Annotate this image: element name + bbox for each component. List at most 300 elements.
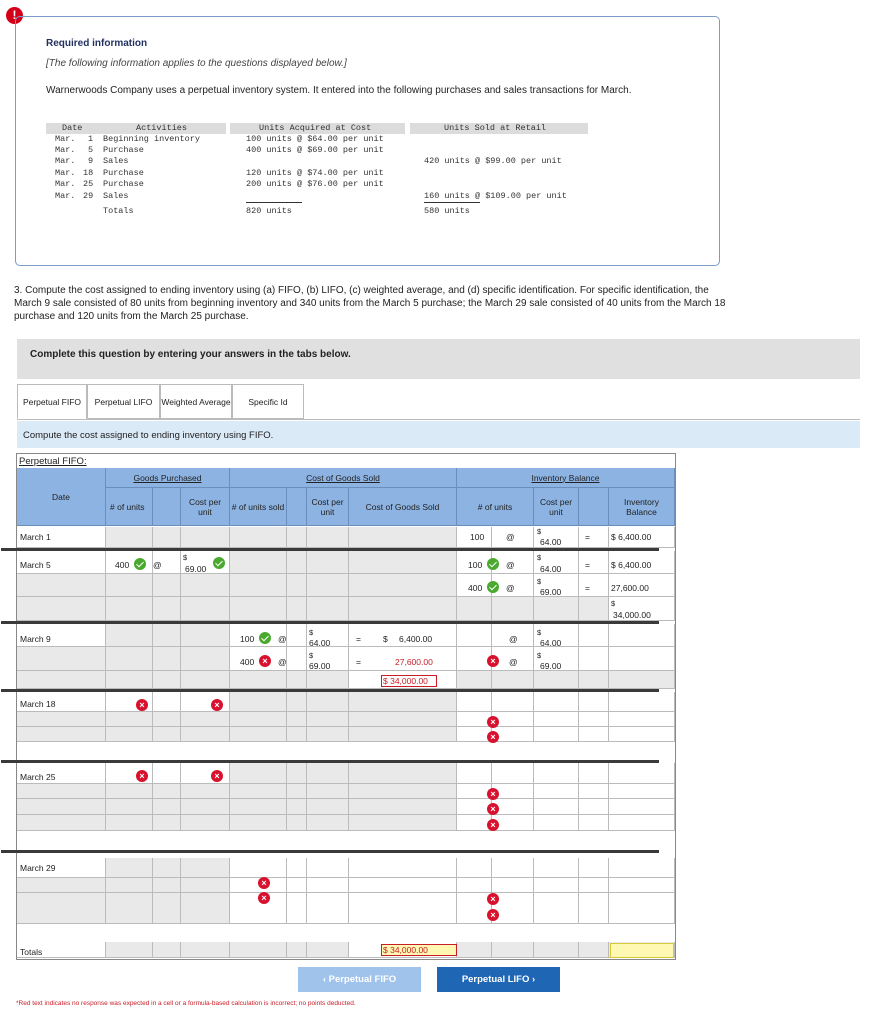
table-cell[interactable] [457, 763, 492, 784]
table-cell [230, 712, 287, 727]
table-cell [181, 815, 230, 831]
incorrect-icon: × [487, 819, 499, 831]
dollar-sign: $ [537, 553, 542, 562]
table-cell [287, 671, 307, 689]
table-cell [287, 692, 307, 712]
table-cell [181, 624, 230, 647]
equals-sign: = [585, 560, 590, 570]
date-totals: Totals [20, 947, 43, 957]
table-cell [230, 799, 287, 815]
equals-sign: = [356, 634, 361, 644]
complete-banner-text: Complete this question by entering your answers in the tabs below. [30, 349, 351, 360]
tx-activity: Purchase [103, 179, 144, 189]
dollar-sign: $ [309, 628, 314, 637]
table-cell [153, 527, 181, 548]
table-row [17, 858, 675, 878]
table-row [17, 815, 675, 831]
table-cell [307, 692, 349, 712]
table-row [17, 942, 675, 958]
table-cell [181, 784, 230, 799]
table-cell[interactable] [579, 784, 609, 799]
equals-sign: = [356, 657, 361, 667]
sold-cost[interactable]: 69.00 [309, 661, 331, 671]
inv-balance[interactable]: 27,600.00 [611, 583, 649, 593]
date-march-5: March 5 [20, 560, 51, 570]
incorrect-icon: × [487, 803, 499, 815]
table-cell [579, 597, 609, 621]
incorrect-icon: × [211, 770, 223, 782]
tx-activity: Purchase [103, 145, 144, 155]
table-cell[interactable] [609, 624, 675, 647]
table-cell[interactable] [534, 893, 579, 924]
table-cell [153, 878, 181, 893]
table-cell[interactable] [492, 692, 534, 712]
table-cell [181, 712, 230, 727]
table-cell[interactable] [609, 647, 675, 671]
table-cell [349, 799, 457, 815]
table-cell [181, 597, 230, 621]
date-cell [17, 799, 106, 815]
at-sign: @ [153, 560, 162, 570]
table-cell [307, 527, 349, 548]
table-cell [492, 597, 534, 621]
table-cell [287, 527, 307, 548]
table-cell [230, 692, 287, 712]
table-cell[interactable] [609, 815, 675, 831]
table-cell [492, 671, 534, 689]
table-cell [349, 712, 457, 727]
table-cell[interactable] [609, 878, 675, 893]
table-cell [307, 727, 349, 742]
table-cell[interactable] [579, 692, 609, 712]
incorrect-icon: × [136, 699, 148, 711]
prev-tab-button[interactable]: ‹ Perpetual FIFO [298, 967, 421, 992]
table-cell [230, 784, 287, 799]
tx-day: 25 [83, 179, 94, 189]
table-cell[interactable] [579, 527, 609, 548]
table-cell[interactable] [307, 878, 349, 893]
dollar-sign: $ [537, 527, 542, 536]
table-cell[interactable] [579, 574, 609, 597]
table-cell[interactable] [609, 763, 675, 784]
date-cell [17, 893, 106, 924]
table-cell[interactable] [492, 763, 534, 784]
table-row [17, 784, 675, 799]
row-separator [1, 850, 659, 853]
table-cell[interactable] [579, 712, 609, 727]
table-cell [153, 712, 181, 727]
table-cell[interactable] [609, 858, 675, 878]
col-units-sold: # of units sold [230, 488, 287, 526]
table-cell [106, 727, 153, 742]
table-cell [153, 799, 181, 815]
incorrect-icon: × [487, 655, 499, 667]
table-cell[interactable] [534, 763, 579, 784]
date-cell [17, 878, 106, 893]
tab-divider [17, 419, 860, 420]
dollar-sign: $ [537, 577, 542, 586]
at-sign: @ [506, 532, 515, 542]
tx-totals-acquired: 820 units [246, 206, 292, 216]
incorrect-icon: × [211, 699, 223, 711]
table-row [17, 893, 675, 924]
correct-icon [213, 557, 225, 569]
table-cell [181, 893, 230, 924]
dollar-sign: $ [183, 553, 188, 562]
dollar-sign: $ [537, 628, 542, 637]
table-cell [230, 942, 287, 958]
col-at-2 [287, 488, 307, 526]
table-cell [106, 712, 153, 727]
table-cell[interactable] [579, 799, 609, 815]
table-cell[interactable] [579, 647, 609, 671]
date-march-1: March 1 [20, 532, 51, 542]
table-cell[interactable] [153, 763, 181, 784]
date-cell [17, 784, 106, 799]
table-row [17, 712, 675, 727]
table-cell[interactable] [534, 858, 579, 878]
sold-units[interactable]: 400 [240, 657, 255, 667]
totals-underline [424, 202, 480, 203]
table-cell [153, 815, 181, 831]
date-march-29: March 29 [20, 863, 56, 873]
table-cell [181, 858, 230, 878]
table-cell[interactable] [534, 878, 579, 893]
table-cell [307, 712, 349, 727]
table-cell [230, 763, 287, 784]
table-cell [181, 942, 230, 958]
table-cell [106, 671, 153, 689]
at-sign: @ [278, 657, 287, 667]
instruction-bar [17, 421, 860, 448]
table-cell[interactable] [609, 727, 675, 742]
correct-icon [487, 581, 499, 593]
at-sign: @ [506, 560, 515, 570]
at-sign: @ [278, 634, 287, 644]
table-cell [106, 815, 153, 831]
table-cell[interactable] [579, 727, 609, 742]
inv-cost[interactable]: 69.00 [540, 587, 562, 597]
table-cell[interactable] [609, 692, 675, 712]
table-cell [181, 647, 230, 671]
incorrect-icon: × [258, 877, 270, 889]
tx-activity: Purchase [103, 168, 144, 178]
table-cell[interactable] [153, 692, 181, 712]
table-cell [287, 799, 307, 815]
table-cell[interactable] [534, 727, 579, 742]
table-cell [106, 574, 153, 597]
table-cell [287, 727, 307, 742]
table-cell [230, 727, 287, 742]
at-sign: @ [509, 657, 518, 667]
table-cell[interactable] [457, 858, 492, 878]
date-march-9: March 9 [20, 634, 51, 644]
th-date: Date [62, 123, 83, 133]
alert-icon: ! [6, 7, 23, 24]
cogs-amount[interactable]: 27,600.00 [395, 657, 433, 667]
inv-cost[interactable]: 69.00 [540, 661, 562, 671]
table-cell[interactable] [492, 858, 534, 878]
table-cell [349, 784, 457, 799]
table-cell [106, 858, 153, 878]
table-cell[interactable] [579, 893, 609, 924]
table-cell [534, 597, 579, 621]
table-cell [307, 942, 349, 958]
table-cell [579, 942, 609, 958]
table-cell [181, 878, 230, 893]
next-tab-button[interactable]: Perpetual LIFO › [437, 967, 560, 992]
col-date: Date [17, 468, 106, 526]
table-row [17, 671, 675, 689]
table-row [17, 597, 675, 621]
incorrect-icon: × [487, 909, 499, 921]
date-cell [17, 647, 106, 671]
tab-perpetual-lifo[interactable]: Perpetual LIFO [87, 384, 160, 419]
col-eq [579, 488, 609, 526]
table-cell [492, 942, 534, 958]
table-cell[interactable] [287, 858, 307, 878]
table-cell [230, 671, 287, 689]
tx-acquired: 200 units @ $76.00 per unit [246, 179, 384, 189]
date-cell [17, 574, 106, 597]
table-cell[interactable] [307, 893, 349, 924]
table-cell[interactable] [457, 878, 492, 893]
equals-sign: = [585, 583, 590, 593]
footnote: *Red text indicates no response was expected in a cell or a formula-based calculation is incorrect; no points deducted. [16, 1000, 356, 1007]
table-cell [153, 647, 181, 671]
table-cell[interactable] [492, 878, 534, 893]
col-inv-cost: Cost per unit [534, 488, 579, 526]
table-cell [153, 858, 181, 878]
tx-month: Mar. [55, 168, 76, 178]
tx-activity: Beginning inventory [103, 134, 200, 144]
cogs-amount[interactable]: 6,400.00 [399, 634, 433, 644]
table-cell[interactable] [609, 799, 675, 815]
table-cell[interactable] [457, 692, 492, 712]
table-cell[interactable] [230, 858, 287, 878]
inv-balance[interactable]: $ 6,400.00 [611, 560, 652, 570]
table-cell [181, 527, 230, 548]
table-cell [106, 799, 153, 815]
table-cell[interactable] [579, 878, 609, 893]
at-sign: @ [506, 583, 515, 593]
inv-cost[interactable]: 64.00 [540, 564, 562, 574]
table-cell [287, 784, 307, 799]
purchase-units[interactable]: 400 [115, 560, 130, 570]
table-cell [307, 597, 349, 621]
table-cell[interactable] [579, 763, 609, 784]
dollar-sign: $ [537, 651, 542, 660]
table-cell [106, 878, 153, 893]
table-cell [153, 624, 181, 647]
inv-balance[interactable]: $ 6,400.00 [611, 532, 652, 542]
tx-month: Mar. [55, 145, 76, 155]
table-cell[interactable] [457, 624, 492, 647]
table-cell [287, 942, 307, 958]
tx-activity: Sales [103, 156, 129, 166]
required-info-description: Warnerwoods Company uses a perpetual inventory system. It entered into the following purchases and sales transactions for March. [46, 85, 632, 96]
table-cell [457, 671, 492, 689]
tab-weighted-average[interactable]: Weighted Average [160, 384, 232, 419]
inv-units[interactable]: 100 [470, 532, 485, 542]
table-row [17, 527, 675, 548]
table-cell[interactable] [534, 692, 579, 712]
table-cell[interactable] [534, 799, 579, 815]
table-cell [181, 727, 230, 742]
purchase-cost[interactable]: 69.00 [185, 564, 207, 574]
col-purchase-units: # of units [106, 488, 153, 526]
table-cell [307, 815, 349, 831]
group-goods-purchased: Goods Purchased [106, 468, 230, 488]
incorrect-icon: × [487, 788, 499, 800]
incorrect-icon: × [487, 893, 499, 905]
cogs-total[interactable]: $ 34,000.00 [383, 676, 428, 686]
col-inv-units: # of units [457, 488, 534, 526]
table-cell [287, 763, 307, 784]
incorrect-icon: × [258, 892, 270, 904]
table-cell [106, 893, 153, 924]
table-row [17, 799, 675, 815]
table-cell [181, 799, 230, 815]
col-sold-cost: Cost per unit [307, 488, 349, 526]
table-cell [349, 574, 457, 597]
table-cell [230, 551, 287, 574]
table-cell [106, 942, 153, 958]
tx-day: 18 [83, 168, 94, 178]
table-row [17, 692, 675, 712]
table-cell[interactable] [609, 712, 675, 727]
date-cell [17, 727, 106, 742]
table-row [17, 647, 675, 671]
instruction-text: Compute the cost assigned to ending inventory using FIFO. [23, 430, 274, 441]
table-cell[interactable] [534, 784, 579, 799]
date-march-18: March 18 [20, 699, 56, 709]
dollar-sign: $ [383, 634, 388, 644]
table-cell [153, 727, 181, 742]
date-cell [17, 815, 106, 831]
total-inventory-input[interactable] [610, 943, 674, 958]
table-cell [181, 574, 230, 597]
table-cell [534, 671, 579, 689]
group-inventory-balance: Inventory Balance [457, 468, 675, 488]
tx-month: Mar. [55, 179, 76, 189]
table-cell[interactable] [287, 893, 307, 924]
inv-balance-total[interactable]: 34,000.00 [613, 610, 651, 620]
table-cell[interactable] [534, 712, 579, 727]
equals-sign: = [585, 532, 590, 542]
table-cell[interactable] [609, 893, 675, 924]
table-cell [230, 597, 287, 621]
col-at-1 [153, 488, 181, 526]
correct-icon [134, 558, 146, 570]
tx-month: Mar. [55, 191, 76, 201]
table-cell [287, 551, 307, 574]
table-cell[interactable] [287, 624, 307, 647]
table-cell[interactable] [287, 878, 307, 893]
incorrect-icon: × [487, 716, 499, 728]
correct-icon [259, 632, 271, 644]
table-cell [153, 597, 181, 621]
table-cell[interactable] [534, 815, 579, 831]
table-cell[interactable] [349, 858, 457, 878]
totals-underline [246, 202, 302, 203]
table-cell [579, 671, 609, 689]
table-cell [230, 574, 287, 597]
table-cell [287, 597, 307, 621]
incorrect-icon: × [259, 655, 271, 667]
question-text: 3. Compute the cost assigned to ending inventory using (a) FIFO, (b) LIFO, (c) weighted average, and (d) specific identification. For specific identification, the March 9 sale consisted of 80 units from beginning inventory and 340 units from the March 5 purchase; the March 29 sale consisted of 40 units from the March 18 purchase and 120 units from the March 25 purchase. [14, 285, 726, 322]
sold-units[interactable]: 100 [240, 634, 255, 644]
table-cell[interactable] [307, 858, 349, 878]
table-cell [287, 574, 307, 597]
table-cell [230, 815, 287, 831]
group-cogs: Cost of Goods Sold [230, 468, 457, 488]
inv-cost[interactable]: 64.00 [540, 638, 562, 648]
incorrect-icon: × [136, 770, 148, 782]
table-cell [287, 712, 307, 727]
inv-units[interactable]: 400 [468, 583, 483, 593]
table-cell [307, 671, 349, 689]
tx-totals-sold: 580 units [424, 206, 470, 216]
date-cell [17, 712, 106, 727]
table-cell [181, 671, 230, 689]
table-cell [534, 942, 579, 958]
tx-day: 29 [83, 191, 94, 201]
table-cell [307, 784, 349, 799]
tx-acquired: 120 units @ $74.00 per unit [246, 168, 384, 178]
at-sign: @ [509, 634, 518, 644]
tab-perpetual-fifo[interactable]: Perpetual FIFO [17, 384, 87, 419]
table-cell [153, 942, 181, 958]
table-cell [307, 799, 349, 815]
th-activities: Activities [136, 123, 188, 133]
table-cell[interactable] [579, 815, 609, 831]
table-cell [307, 763, 349, 784]
table-cell [349, 763, 457, 784]
tab-specific-id[interactable]: Specific Id [232, 384, 304, 419]
table-cell [106, 647, 153, 671]
table-cell[interactable] [579, 624, 609, 647]
inv-units[interactable]: 100 [468, 560, 483, 570]
tx-sold: 160 units @ $109.00 per unit [424, 191, 567, 201]
tx-day: 9 [88, 156, 94, 166]
table-cell[interactable] [349, 893, 457, 924]
table-cell[interactable] [579, 551, 609, 574]
date-cell [17, 597, 106, 621]
table-cell [106, 527, 153, 548]
th-acquired: Units Acquired at Cost [259, 123, 372, 133]
tx-activity: Sales [103, 191, 129, 201]
table-cell [153, 893, 181, 924]
table-cell[interactable] [579, 858, 609, 878]
col-cogs: Cost of Goods Sold [349, 488, 457, 526]
th-sold: Units Sold at Retail [444, 123, 547, 133]
table-cell[interactable] [349, 878, 457, 893]
table-cell[interactable] [609, 784, 675, 799]
complete-banner [17, 339, 860, 379]
inv-cost[interactable]: 64.00 [540, 537, 562, 547]
tx-acquired: 100 units @ $64.00 per unit [246, 134, 384, 144]
dollar-sign: $ [611, 599, 616, 608]
dollar-sign: $ [309, 651, 314, 660]
table-cell [349, 692, 457, 712]
table-cell [349, 551, 457, 574]
table-cell[interactable] [287, 647, 307, 671]
date-cell [17, 671, 106, 689]
table-cell [609, 671, 675, 689]
total-cogs[interactable]: $ 34,000.00 [383, 945, 428, 955]
sold-cost[interactable]: 64.00 [309, 638, 331, 648]
